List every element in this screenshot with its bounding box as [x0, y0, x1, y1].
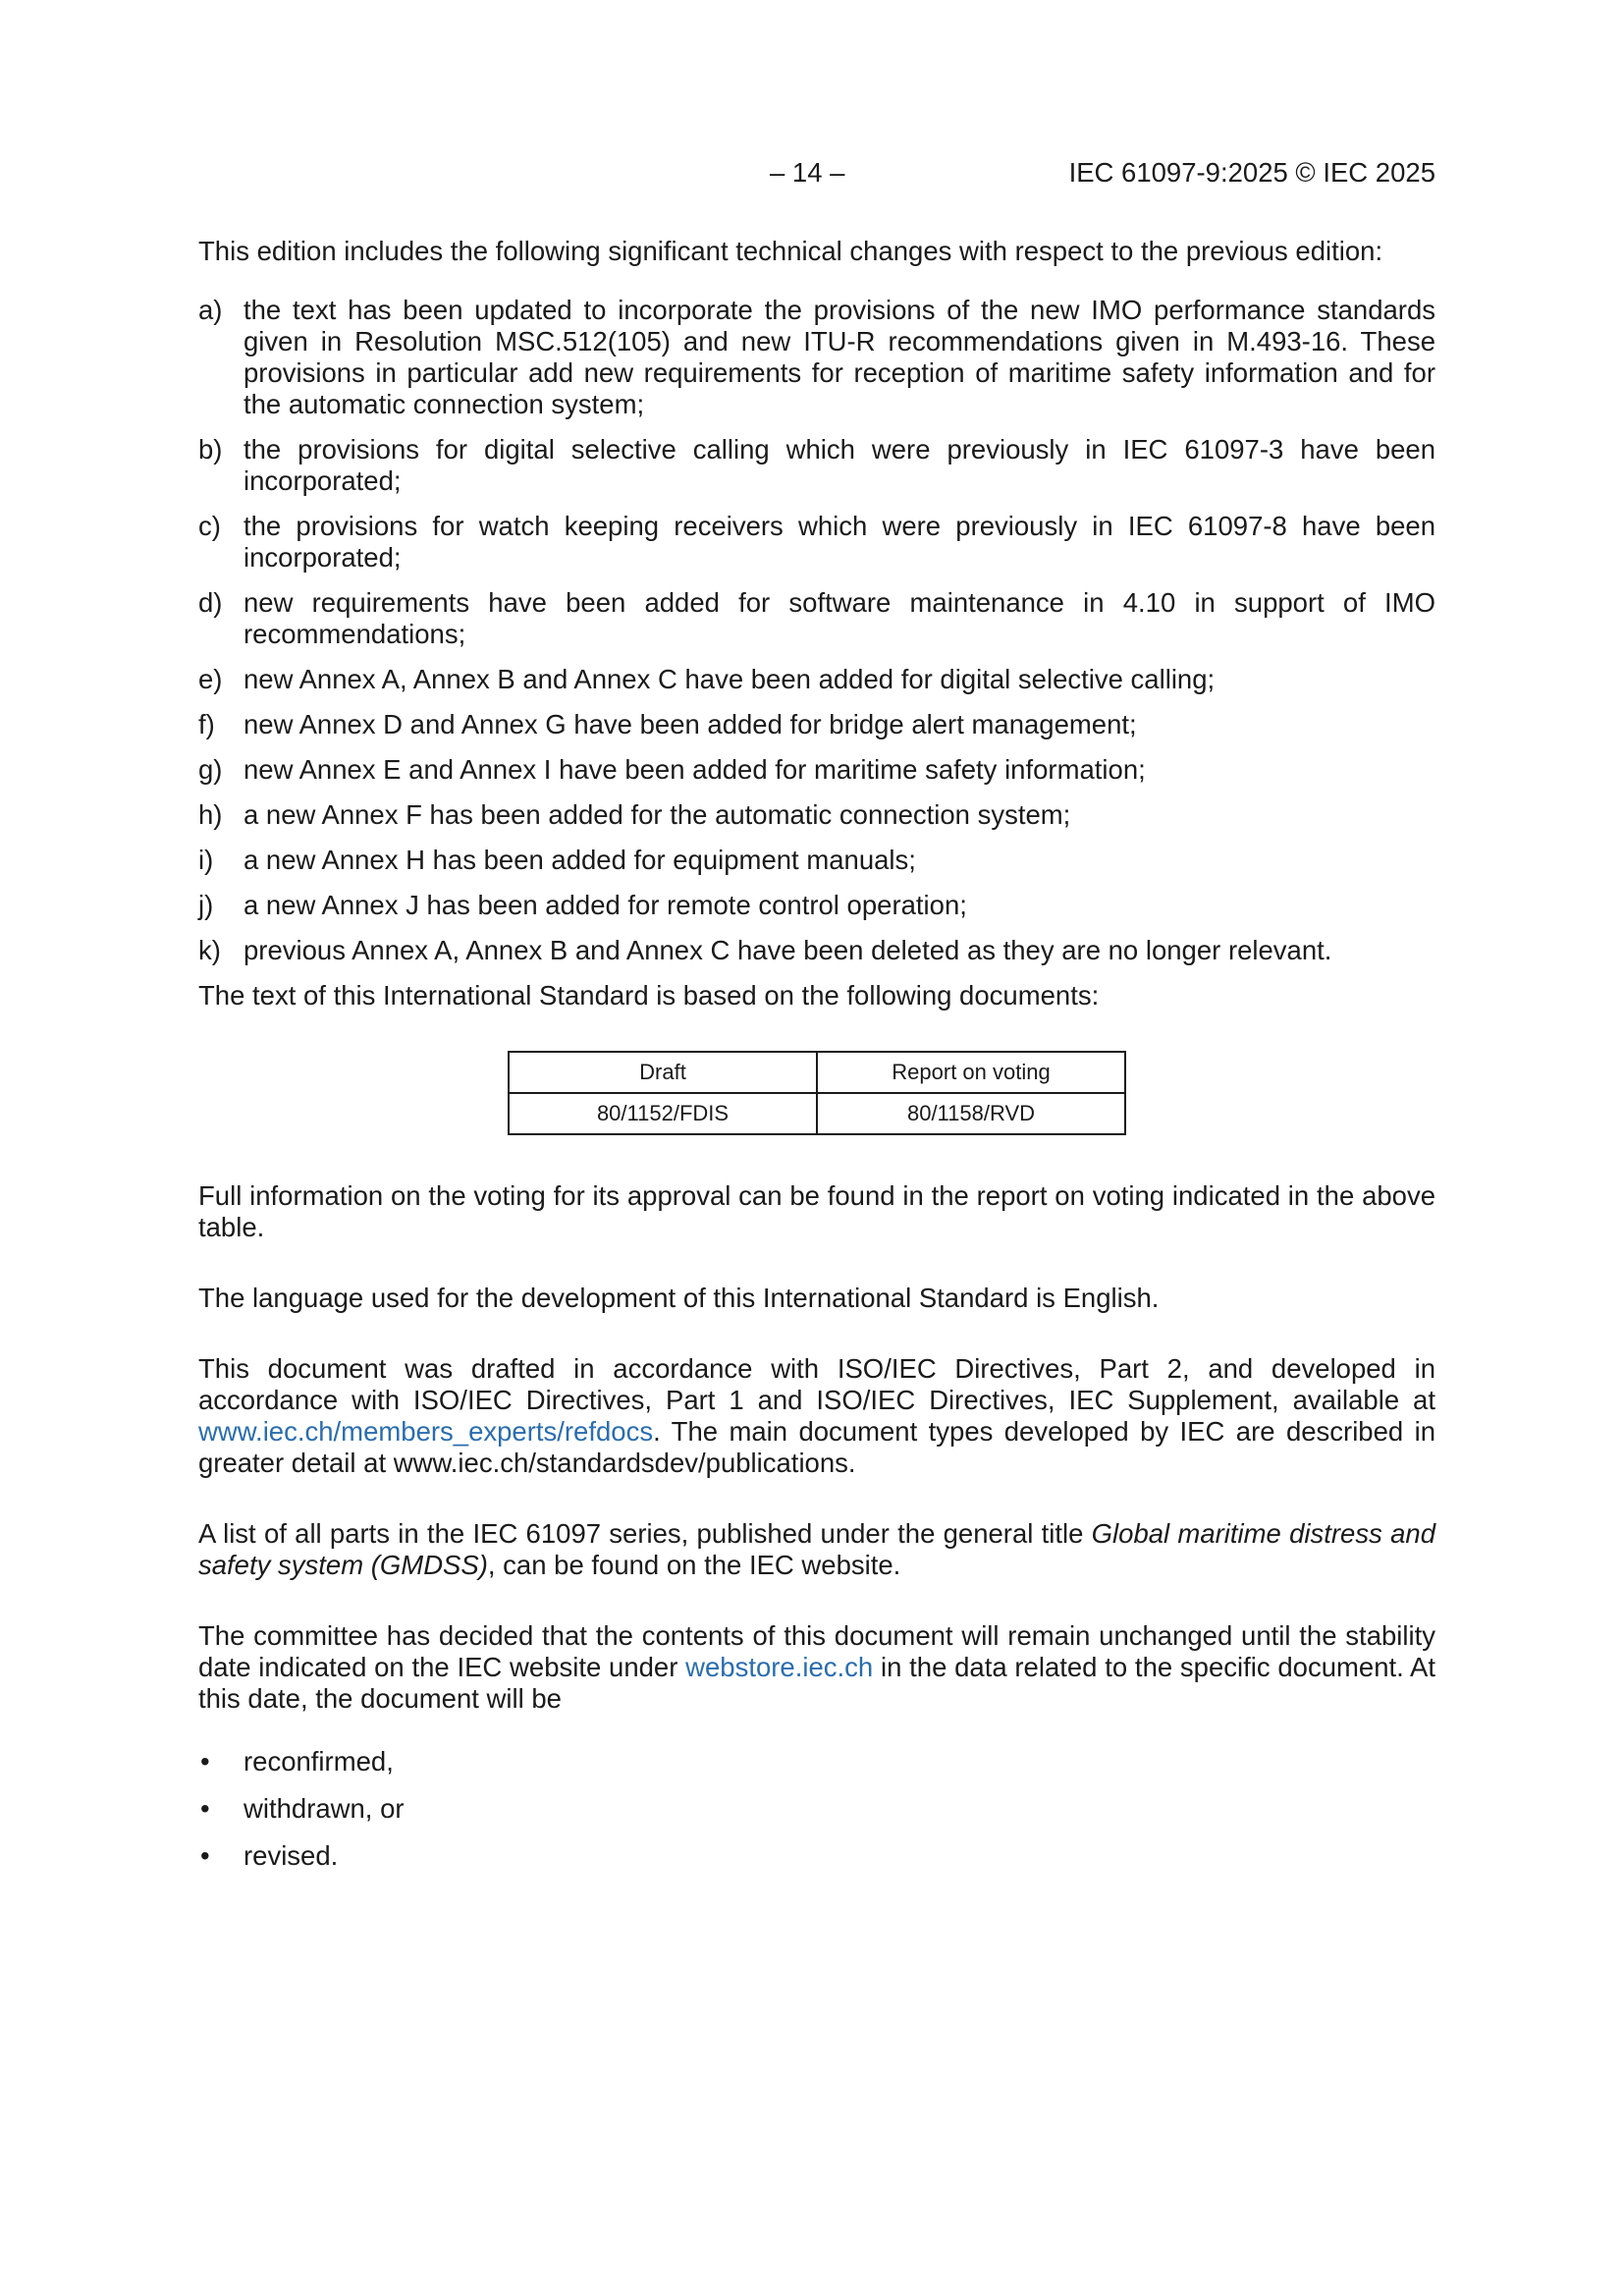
outcomes-list — [198, 1746, 1435, 1872]
list-marker: j) — [198, 890, 214, 920]
changes-list — [198, 295, 1435, 966]
language-paragraph: The language used for the development of this International Standard is English. — [198, 1283, 1160, 1313]
stability-text-end: in the data related to the specific document. At this date, the document will be — [198, 1652, 1435, 1714]
list-item-text: a new Annex H has been added for equipment manuals; — [243, 845, 916, 875]
list-item-text: withdrawn, or — [243, 1793, 405, 1824]
table-header-row — [509, 1052, 1125, 1093]
page-header — [198, 157, 1435, 196]
list-item — [198, 434, 1435, 497]
list-item — [198, 295, 1435, 420]
list-marker: d) — [198, 587, 223, 618]
table-header-draft: Draft — [509, 1052, 817, 1093]
list-item — [198, 754, 1435, 786]
list-item-text: new Annex D and Annex G have been added for bridge alert management; — [243, 709, 1137, 739]
list-marker: k) — [198, 935, 221, 965]
list-item-text: new Annex E and Annex I have been added for maritime safety information; — [243, 754, 1146, 785]
bullet-icon: • — [200, 1840, 210, 1871]
list-item — [198, 799, 1435, 831]
list-item — [198, 1840, 1435, 1872]
page-number: – 14 – — [770, 157, 845, 188]
series-paragraph — [198, 1518, 1435, 1581]
documents-intro: The text of this International Standard is based on the following documents: — [198, 980, 1100, 1011]
refdocs-link[interactable]: www.iec.ch/members_experts/refdocs — [198, 1416, 654, 1447]
series-text-start: A list of all parts in the IEC 61097 series, published under the general title — [198, 1518, 1092, 1549]
bullet-icon: • — [200, 1793, 210, 1824]
series-title: Global maritime distress and safety system (GMDSS) — [198, 1518, 1435, 1580]
document-page — [198, 157, 1435, 1887]
list-item — [198, 845, 1435, 876]
list-item-text: the provisions for digital selective calling which were previously in IEC 61097-3 have been incorporated; — [243, 434, 1435, 496]
list-item — [198, 935, 1435, 966]
list-item-text: reconfirmed, — [243, 1746, 394, 1777]
list-item — [198, 709, 1435, 740]
table-row — [509, 1093, 1125, 1134]
list-item-text: the provisions for watch keeping receivers which were previously in IEC 61097-8 have been incorporated; — [243, 511, 1435, 573]
list-item-text: revised. — [243, 1840, 339, 1871]
list-item-text: a new Annex F has been added for the automatic connection system; — [243, 799, 1071, 830]
series-text-end: , can be found on the IEC website. — [487, 1550, 901, 1580]
stability-text-start: The committee has decided that the contents of this document will remain unchanged until the stability date indicated on the IEC website under — [198, 1620, 1435, 1682]
list-marker: b) — [198, 434, 223, 465]
changes-intro: This edition includes the following significant technical changes with respect to the previous edition: — [198, 236, 1383, 266]
list-item-text: new requirements have been added for software maintenance in 4.10 in support of IMO recommendations; — [243, 587, 1435, 649]
list-item-text: previous Annex A, Annex B and Annex C have been deleted as they are no longer relevant. — [243, 935, 1332, 965]
list-item — [198, 1746, 1435, 1777]
list-item — [198, 890, 1435, 921]
list-item — [198, 1793, 1435, 1825]
list-item-text: a new Annex J has been added for remote control operation; — [243, 890, 967, 920]
directives-text-end: . The main document types developed by IEC are described in greater detail at www.iec.ch/standardsdev/publications. — [198, 1416, 1435, 1478]
list-item — [198, 664, 1435, 695]
list-item-text: new Annex A, Annex B and Annex C have been added for digital selective calling; — [243, 664, 1216, 694]
bullet-icon: • — [200, 1746, 210, 1777]
document-id: IEC 61097-9:2025 © IEC 2025 — [1068, 157, 1435, 188]
stability-paragraph — [198, 1620, 1435, 1715]
directives-text-start: This document was drafted in accordance with ISO/IEC Directives, Part 2, and developed in accordance with ISO/IEC Directives, Part 1 and ISO/IEC Directives, IEC Supplement, available at — [198, 1353, 1435, 1415]
list-marker: c) — [198, 511, 221, 541]
table-cell-draft: 80/1152/FDIS — [509, 1093, 817, 1134]
documents-table — [508, 1051, 1126, 1135]
table-cell-report: 80/1158/RVD — [817, 1093, 1125, 1134]
list-marker: g) — [198, 754, 223, 785]
list-item — [198, 587, 1435, 650]
table-header-report: Report on voting — [817, 1052, 1125, 1093]
list-item-text: the text has been updated to incorporate the provisions of the new IMO performance standards given in Resolution MSC.512(105) and new ITU-R recommendations given in M.493-16. These provisions in particular add new requirements for reception of maritime safety information and for the automatic connection system; — [243, 295, 1435, 419]
list-marker: e) — [198, 664, 223, 694]
list-item — [198, 511, 1435, 574]
list-marker: a) — [198, 295, 223, 325]
list-marker: h) — [198, 799, 223, 830]
webstore-link[interactable]: webstore.iec.ch — [685, 1652, 874, 1682]
list-marker: f) — [198, 709, 215, 739]
list-marker: i) — [198, 845, 214, 875]
voting-info-paragraph: Full information on the voting for its approval can be found in the report on voting indicated in the above table. — [198, 1180, 1435, 1242]
directives-paragraph — [198, 1353, 1435, 1479]
